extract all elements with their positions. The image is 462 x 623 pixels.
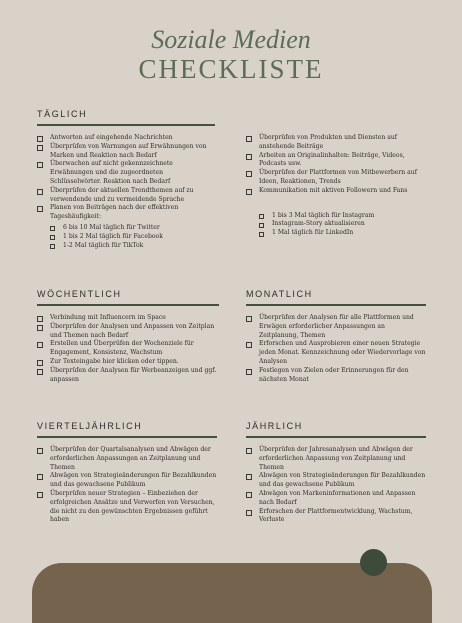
item-label: 1-2 Mal täglich für TikTok — [63, 241, 144, 249]
checklist-item[interactable] — [37, 446, 217, 472]
checklist-item[interactable] — [37, 160, 215, 186]
checklist-item[interactable] — [37, 358, 219, 367]
item-label: Instagram-Story aktualisieren — [272, 220, 365, 228]
checkbox[interactable] — [50, 226, 55, 231]
checklist-item[interactable] — [246, 472, 426, 490]
item-label: Planen von Beiträgen nach der effektiven Tageshäufigkeit: — [50, 204, 179, 221]
checkbox[interactable] — [37, 448, 43, 454]
item-label: Überprüfen der Plattformen von Mitbewerbern auf Ideen, Reaktionen, Trends — [259, 169, 417, 185]
section-heading: MONATLICH — [246, 289, 313, 299]
item-label: Überprüfen von Warnungen auf Erwähnungen von Marken und Reaktion nach Bedarf — [50, 142, 207, 159]
checklist — [246, 446, 426, 525]
checkbox[interactable] — [246, 342, 252, 348]
checklist-item[interactable] — [246, 152, 426, 170]
checkbox[interactable] — [50, 235, 55, 240]
section-weekly — [37, 289, 219, 384]
checklist-item[interactable] — [246, 446, 426, 472]
item-label: Erforschen und Ausprobieren einer neuen Strategie jeden Monat. Kennzeichnung oder Wiedervorlage von Analysen — [259, 340, 426, 365]
checkbox[interactable] — [50, 244, 55, 249]
section-daily-right — [246, 134, 426, 238]
checklist-item[interactable] — [37, 323, 219, 341]
checkbox[interactable] — [246, 171, 252, 177]
checkbox[interactable] — [37, 206, 43, 212]
checkbox[interactable] — [37, 360, 43, 366]
item-label: 1 Mal täglich für LinkedIn — [272, 229, 354, 237]
item-label: Zur Texteingabe hier klicken oder tippen. — [50, 357, 179, 365]
sub-checklist-item[interactable] — [37, 242, 215, 251]
checklist-item[interactable] — [246, 134, 426, 152]
item-label: Überprüfen der Quartalsanalysen und Abwägen der erforderlichen Anpassungen an Zeitplanung und Themen — [50, 446, 211, 471]
item-label: Überprüfen der Analysen für Werbeanzeigen und ggf. anpassen — [50, 366, 217, 383]
sub-checklist-item[interactable] — [37, 233, 215, 242]
checklist-item[interactable] — [246, 187, 426, 196]
item-label: Überprüfen neuer Strategien – Einbeziehen der erfolgreichen Ansätze und Verwerfen von Versuchen, die nicht zu den gewünschten Ergebnissen geführt haben — [50, 489, 215, 524]
section-monthly — [246, 289, 426, 384]
section-daily — [37, 109, 215, 250]
section-heading: JÄHRLICH — [246, 421, 303, 431]
item-label: Arbeiten an Originalinhalten: Beiträge, Videos, Podcasts usw. — [259, 151, 405, 168]
checkbox[interactable] — [246, 316, 252, 322]
checklist — [246, 134, 426, 196]
checkbox[interactable] — [37, 369, 43, 375]
title-block — [0, 26, 462, 84]
item-label: Überprüfen der Analysen für alle Plattformen und Erwägen erforderlicher Anpassungen an Zeitplanung, Themen — [259, 314, 414, 339]
checkbox[interactable] — [246, 189, 252, 195]
item-label: Erstellen und Überprüfen der Wochenziele für Engagement, Konsistenz, Wachstum — [50, 340, 194, 357]
item-label: Überprüfen von Produkten und Diensten auf anstehende Beiträge — [259, 134, 398, 150]
checklist — [37, 134, 215, 222]
checklist-item[interactable] — [246, 314, 426, 340]
checkbox[interactable] — [37, 492, 43, 498]
sub-checklist-item[interactable] — [246, 220, 426, 229]
section-heading: VIERTELJÄHRLICH — [37, 421, 143, 431]
page-title: CHECKLISTE — [138, 54, 324, 84]
item-label: Überwachen auf nicht gekennzeichnete Erwähnungen und die zugeordneten Schlüsselwörter. Reaktion nach Bedarf — [50, 160, 173, 185]
checkbox[interactable] — [246, 448, 252, 454]
checkbox[interactable] — [246, 510, 252, 516]
sub-checklist-item[interactable] — [37, 224, 215, 233]
section-divider — [37, 304, 219, 306]
checklist-item[interactable] — [37, 187, 215, 205]
checklist-item[interactable] — [246, 367, 426, 385]
sub-checklist — [37, 224, 215, 250]
checklist-item[interactable] — [246, 169, 426, 187]
item-label: Abwägen von Markeninformationen und Anpassen nach Bedarf — [259, 489, 416, 506]
checklist — [37, 314, 219, 384]
checklist-item[interactable] — [37, 367, 219, 385]
checklist-item[interactable] — [37, 472, 217, 490]
checkbox[interactable] — [246, 369, 252, 375]
checkbox[interactable] — [37, 342, 43, 348]
section-heading: WÖCHENTLICH — [37, 289, 122, 299]
decorative-circle — [360, 549, 387, 576]
item-label: Überprüfen der Analysen und Anpassen von Zeitplan und Themen nach Bedarf — [50, 322, 215, 339]
checkbox[interactable] — [246, 154, 252, 160]
checkbox[interactable] — [37, 189, 43, 195]
checkbox[interactable] — [259, 223, 264, 228]
checkbox[interactable] — [246, 492, 252, 498]
item-label: Festlegen von Zielen oder Erinnerungen für den nächsten Monat — [259, 366, 409, 383]
section-divider — [37, 436, 217, 438]
section-yearly — [246, 421, 426, 525]
sub-checklist — [246, 212, 426, 238]
section-divider — [37, 124, 215, 126]
item-label: Überprüfen der Jahresanalysen und Abwägen der erforderlichen Anpassung von Zeitplanung und Themen — [259, 446, 413, 471]
section-divider — [246, 436, 426, 438]
item-label: Überprüfen der aktuellen Trendthemen auf zu verwendende und zu vermeidende Sprache — [50, 186, 194, 203]
checkbox[interactable] — [37, 474, 43, 480]
item-label: 1 bis 3 Mal täglich für Instagram — [272, 211, 375, 219]
checklist — [37, 446, 217, 525]
checklist-item[interactable] — [37, 490, 217, 525]
item-label: Abwägen von Strategieänderungen für Bezahlkunden und das gewachsene Publikum — [50, 472, 217, 489]
item-label: Abwägen von Strategieänderungen für Bezahlkunden und das gewachsene Publikum — [259, 472, 426, 489]
item-label: Erforschen der Plattformentwicklung, Wachstum, Verluste — [259, 507, 413, 524]
checklist — [246, 314, 426, 384]
checkbox[interactable] — [246, 136, 252, 142]
title-script: Soziale Medien — [151, 25, 311, 54]
checkbox[interactable] — [37, 325, 43, 331]
checkbox[interactable] — [37, 136, 43, 142]
checklist-item[interactable] — [246, 490, 426, 508]
checkbox[interactable] — [246, 474, 252, 480]
checklist-item[interactable] — [246, 508, 426, 526]
checklist-item[interactable] — [37, 340, 219, 358]
checklist-item[interactable] — [37, 143, 215, 161]
sub-checklist-item[interactable] — [246, 212, 426, 221]
checkbox[interactable] — [37, 162, 43, 168]
checklist-item[interactable] — [246, 340, 426, 366]
checklist-item[interactable] — [37, 314, 219, 323]
section-heading: TÄGLICH — [37, 109, 88, 119]
item-label: Kommunikation mit aktiven Followern und Fans — [259, 186, 408, 194]
section-divider — [246, 304, 426, 306]
sub-checklist-item[interactable] — [246, 229, 426, 238]
checkbox[interactable] — [259, 214, 264, 219]
section-quarterly — [37, 421, 217, 525]
checklist-item[interactable] — [37, 134, 215, 143]
checklist-item[interactable] — [37, 204, 215, 222]
item-label: 1 bis 2 Mal täglich für Facebook — [63, 232, 163, 240]
checkbox[interactable] — [259, 232, 264, 237]
checkbox[interactable] — [37, 145, 43, 151]
item-label: Verbindung mit Influencern im Space — [50, 314, 166, 321]
item-label: 6 bis 10 Mal täglich für Twitter — [63, 223, 160, 231]
checkbox[interactable] — [37, 316, 43, 322]
item-label: Antworten auf eingehende Nachrichten — [50, 134, 173, 141]
